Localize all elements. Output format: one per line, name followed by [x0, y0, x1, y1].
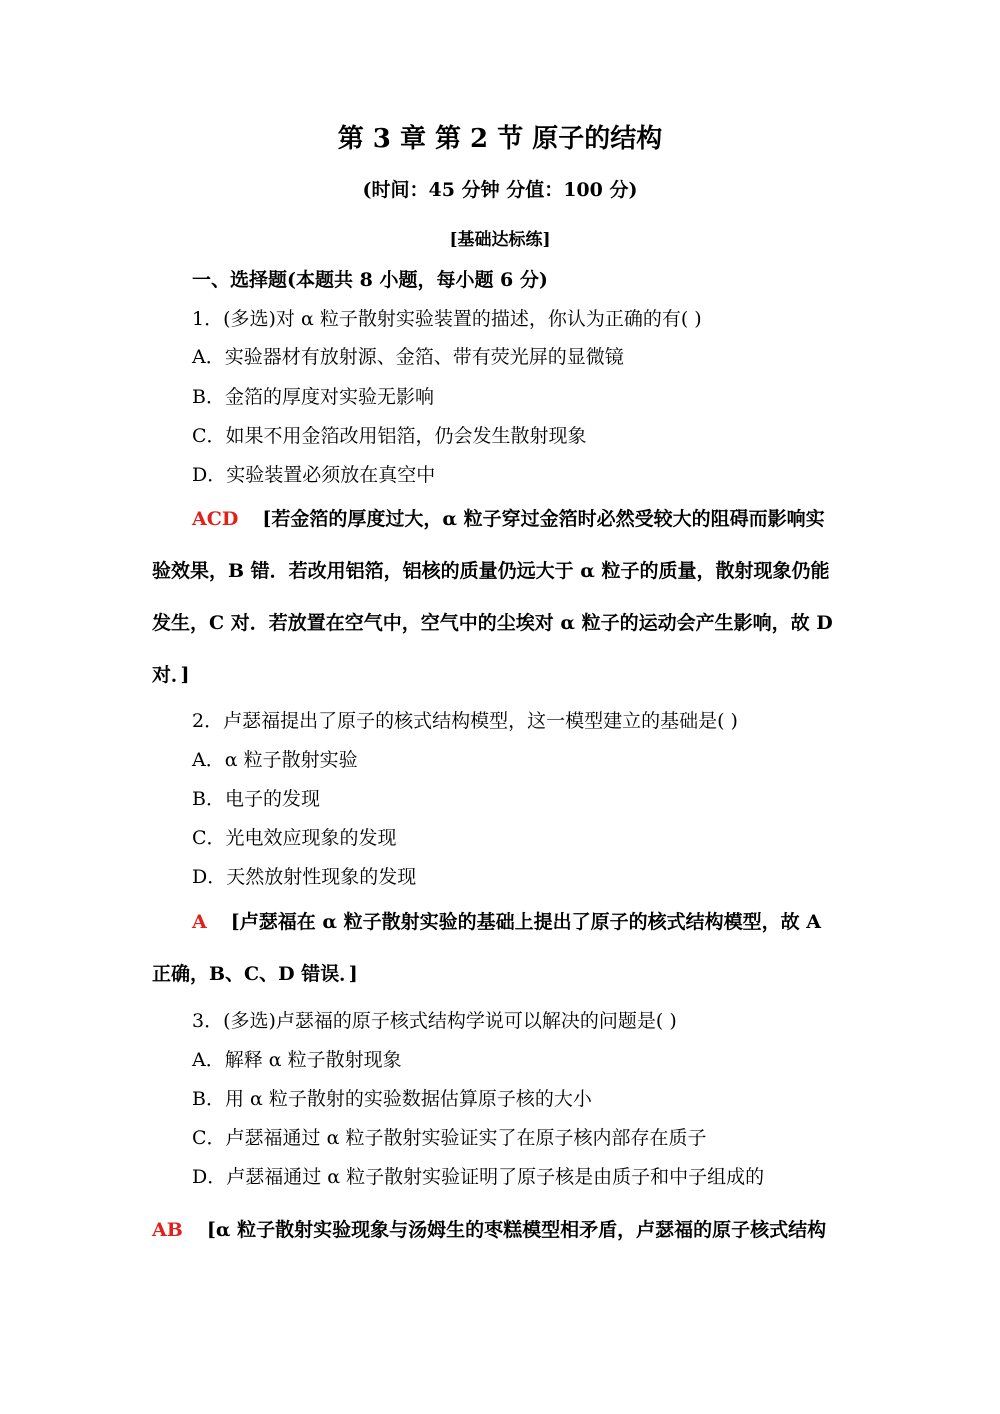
question-2-option-b: B．电子的发现	[192, 788, 320, 810]
question-3-explanation-start: [α 粒子散射实验现象与汤姆生的枣糕模型相矛盾，卢瑟福的原子核式结构	[206, 1219, 827, 1241]
question-2-explanation-start: [卢瑟福在 α 粒子散射实验的基础上提出了原子的核式结构模型，故 A	[230, 911, 821, 933]
question-2-option-a: A．α 粒子散射实验	[192, 749, 358, 771]
question-3-explanation-line-1	[152, 1218, 826, 1242]
question-2-option-c: C．光电效应现象的发现	[192, 827, 397, 849]
level-label: [基础达标练]	[449, 230, 551, 250]
question-2-stem: 2．卢瑟福提出了原子的核式结构模型，这一模型建立的基础是( )	[192, 710, 738, 732]
question-2-explanation-line-2: 正确，B、C、D 错误．]	[152, 963, 358, 985]
question-3-option-a: A．解释 α 粒子散射现象	[192, 1049, 402, 1071]
question-1-option-a: A．实验器材有放射源、金箔、带有荧光屏的显微镜	[192, 346, 624, 368]
page-title: 第 3 章 第 2 节 原子的结构	[337, 124, 663, 154]
question-1-option-b: B．金箔的厚度对实验无影响	[192, 386, 434, 408]
question-1-explanation-line-3: 发生，C 对．若放置在空气中，空气中的尘埃对 α 粒子的运动会产生影响，故 D	[152, 612, 833, 634]
question-1-answer: ACD	[192, 508, 239, 530]
question-1-explanation-line-4: 对．]	[152, 664, 190, 686]
time-score-info: (时间：45 分钟 分值：100 分)	[362, 179, 638, 201]
question-1-explanation-start: [若金箔的厚度过大，α 粒子穿过金箔时必然受较大的阻碍而影响实	[262, 508, 825, 530]
question-3-stem: 3．(多选)卢瑟福的原子核式结构学说可以解决的问题是( )	[192, 1010, 677, 1032]
question-1-stem: 1．(多选)对 α 粒子散射实验装置的描述，你认为正确的有( )	[192, 308, 702, 330]
question-2-answer: A	[192, 911, 207, 933]
question-3-answer: AB	[152, 1219, 183, 1241]
question-1-explanation-line-2: 验效果，B 错．若改用铝箔，铝核的质量仍远大于 α 粒子的质量，散射现象仍能	[152, 560, 830, 582]
question-3-option-c: C．卢瑟福通过 α 粒子散射实验证实了在原子核内部存在质子	[192, 1127, 707, 1149]
question-3-option-d: D．卢瑟福通过 α 粒子散射实验证明了原子核是由质子和中子组成的	[192, 1166, 765, 1188]
question-1-option-d: D．实验装置必须放在真空中	[192, 464, 436, 486]
question-2-option-d: D．天然放射性现象的发现	[192, 866, 417, 888]
question-3-option-b: B．用 α 粒子散射的实验数据估算原子核的大小	[192, 1088, 592, 1110]
question-1-explanation-line-1	[192, 507, 825, 531]
question-1-option-c: C．如果不用金箔改用铝箔，仍会发生散射现象	[192, 425, 587, 447]
section-heading: 一、选择题(本题共 8 小题，每小题 6 分)	[192, 269, 548, 291]
question-2-explanation-line-1	[192, 910, 821, 934]
